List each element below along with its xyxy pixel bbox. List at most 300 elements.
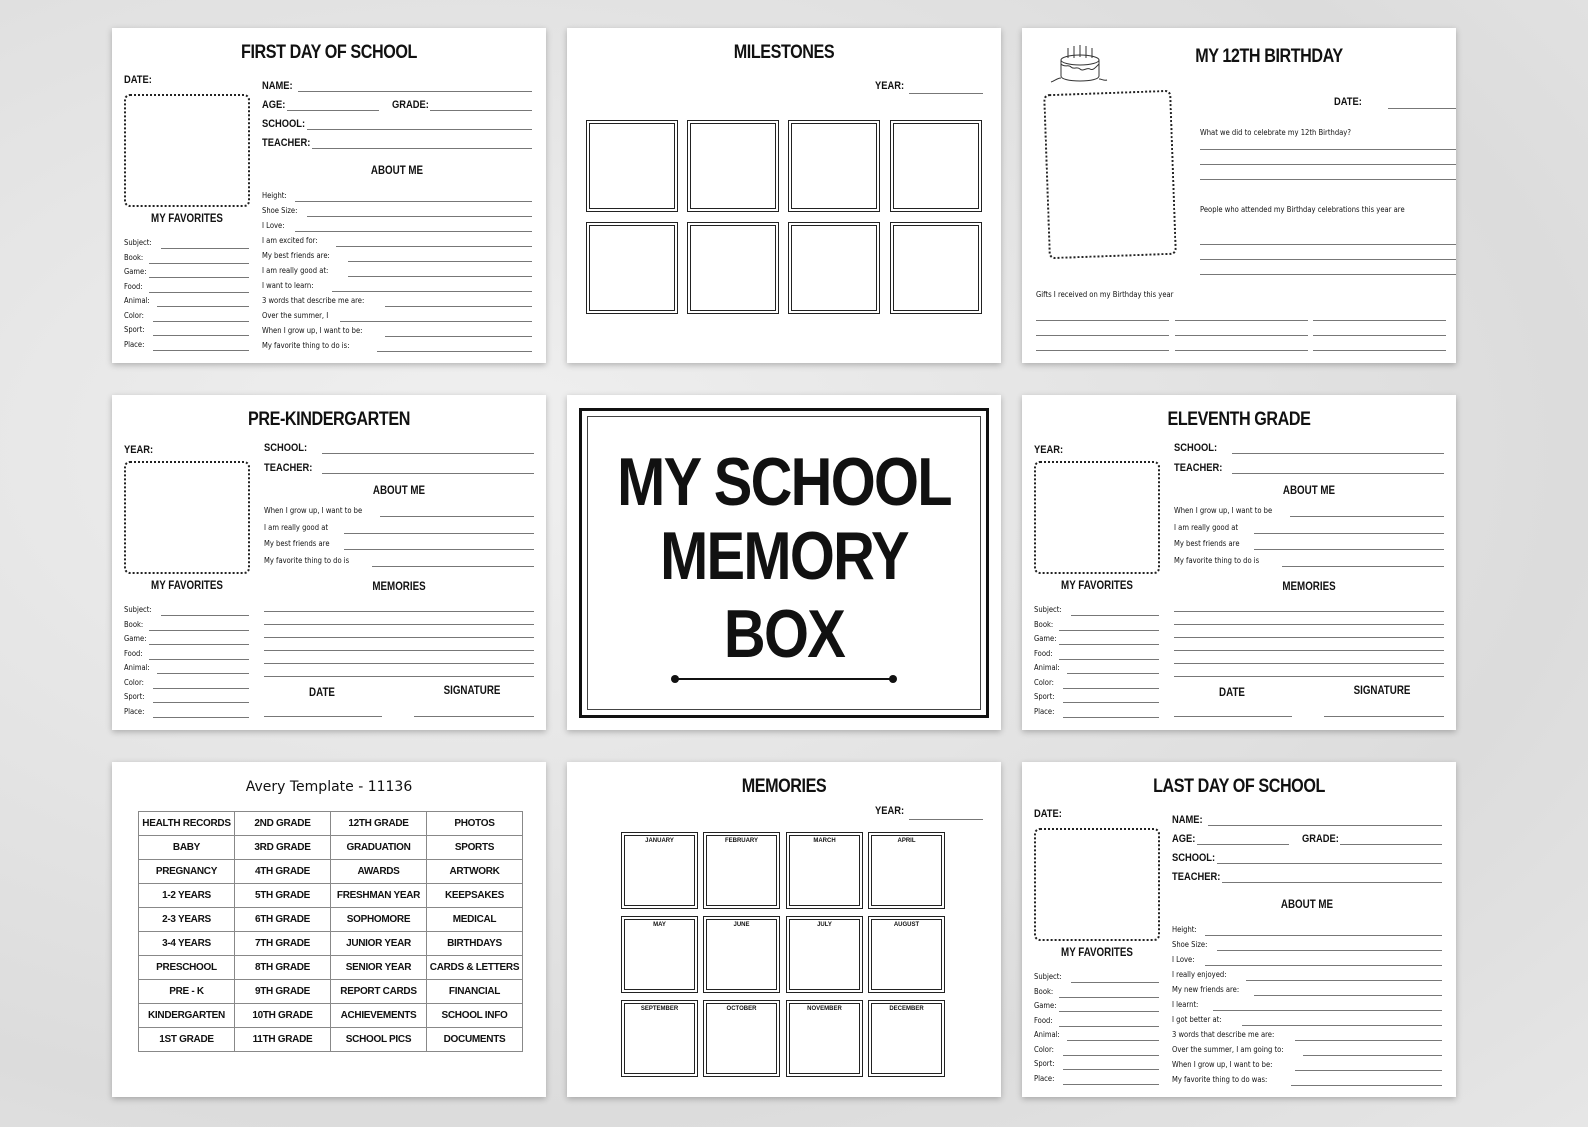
grade-label: GRADE:	[1302, 833, 1339, 845]
school-label: SCHOOL:	[264, 442, 308, 454]
field-line	[1254, 533, 1444, 534]
field-line	[380, 516, 534, 517]
label-cell: SCHOOL INFO	[427, 1004, 523, 1028]
label-cell: 6TH GRADE	[235, 908, 331, 932]
memories-page	[567, 762, 1001, 1097]
memory-line	[1174, 637, 1444, 638]
label-row	[139, 1004, 523, 1028]
label-cell: 1ST GRADE	[139, 1028, 235, 1052]
photo-box	[1034, 828, 1160, 941]
milestone-photo-box	[791, 123, 877, 209]
photo-box	[124, 461, 250, 574]
field-line	[1254, 995, 1442, 996]
field-line	[1059, 630, 1160, 631]
page-title: MILESTONES	[733, 42, 835, 63]
field-line	[1295, 1070, 1442, 1071]
field-label: I am really good at:	[262, 266, 329, 275]
label-cell: PRESCHOOL	[139, 956, 235, 980]
label-cell: BIRTHDAYS	[427, 932, 523, 956]
field-label: Place:	[1034, 706, 1055, 716]
signature-line	[1324, 716, 1444, 717]
gift-line	[1175, 320, 1308, 321]
field-label: Place:	[124, 706, 145, 716]
month-box	[706, 919, 777, 990]
page-title: FIRST DAY OF SCHOOL	[241, 42, 417, 63]
label-row	[139, 1028, 523, 1052]
field-line	[1254, 549, 1444, 550]
field-label: I am excited for:	[262, 236, 318, 245]
memory-line	[264, 676, 534, 677]
label-row	[139, 884, 523, 908]
photo-box	[1043, 90, 1177, 259]
field-line	[307, 216, 532, 217]
signature-label: SIGNATURE	[443, 685, 501, 697]
field-line	[385, 336, 532, 337]
label-row	[139, 836, 523, 860]
memory-line	[1174, 663, 1444, 664]
gift-line	[1175, 350, 1308, 351]
write-line	[1200, 179, 1456, 180]
write-line	[1222, 882, 1442, 883]
label-cell: FINANCIAL	[427, 980, 523, 1004]
field-label: Animal:	[1034, 663, 1060, 672]
school-label: SCHOOL:	[262, 118, 306, 130]
field-line	[348, 276, 532, 277]
gift-line	[1036, 320, 1169, 321]
field-label: Height:	[262, 191, 287, 200]
year-label: YEAR:	[875, 805, 905, 817]
field-line	[1059, 644, 1160, 645]
month-box	[624, 1003, 695, 1074]
label-row	[139, 932, 523, 956]
field-label: I learnt:	[1172, 1000, 1199, 1009]
label-cell: PHOTOS	[427, 812, 523, 836]
write-line	[298, 91, 532, 92]
teacher-label: TEACHER:	[262, 137, 311, 149]
date-label: DATE:	[124, 74, 152, 86]
milestones-page	[567, 28, 1001, 363]
cover-line-dot-left	[671, 675, 679, 683]
photo-box	[124, 94, 250, 207]
label-row	[139, 908, 523, 932]
field-line	[295, 201, 532, 202]
memory-line	[1174, 650, 1444, 651]
field-label: Shoe Size:	[262, 206, 298, 215]
write-line	[1340, 844, 1442, 845]
field-label: Shoe Size:	[1172, 940, 1208, 949]
field-line	[149, 263, 250, 264]
field-label: Animal:	[1034, 1030, 1060, 1039]
cover-title-line1: MY SCHOOL	[617, 444, 951, 520]
field-label: When I grow up, I want to be	[1174, 506, 1273, 515]
field-line	[1063, 717, 1159, 718]
write-line	[287, 110, 379, 111]
field-line	[372, 566, 534, 567]
field-line	[1205, 935, 1442, 936]
label-cell: REPORT CARDS	[331, 980, 427, 1004]
milestone-photo-box	[589, 123, 675, 209]
field-line	[385, 306, 532, 307]
field-line	[332, 291, 532, 292]
label-cell: 5TH GRADE	[235, 884, 331, 908]
page-title: MY 12TH BIRTHDAY	[1195, 46, 1343, 67]
write-line	[322, 473, 534, 474]
memory-line	[264, 650, 534, 651]
page-title: MEMORIES	[741, 776, 827, 797]
label-cell: HEALTH RECORDS	[139, 812, 235, 836]
field-line	[1059, 1026, 1160, 1027]
field-line	[1067, 1040, 1159, 1041]
field-line	[153, 702, 249, 703]
field-label: Game:	[1034, 1001, 1057, 1010]
field-label: Game:	[124, 267, 147, 276]
memory-line	[264, 624, 534, 625]
field-label: My best friends are:	[262, 251, 330, 260]
field-line	[149, 292, 250, 293]
label-cell: 12TH GRADE	[331, 812, 427, 836]
field-line	[1063, 1055, 1159, 1056]
school-label: SCHOOL:	[1174, 442, 1218, 454]
label-cell: 1-2 YEARS	[139, 884, 235, 908]
field-line	[149, 644, 250, 645]
field-label: Color:	[1034, 677, 1054, 687]
field-label: Book:	[1034, 619, 1054, 629]
cover-page	[567, 395, 1001, 730]
field-line	[1213, 1010, 1442, 1011]
label-cell: 3RD GRADE	[235, 836, 331, 860]
label-cell: 2ND GRADE	[235, 812, 331, 836]
signature-line	[414, 716, 534, 717]
field-line	[153, 350, 249, 351]
label-cell: 2-3 YEARS	[139, 908, 235, 932]
field-label: Over the summer, I	[262, 311, 329, 320]
gift-line	[1313, 350, 1446, 351]
year-line	[909, 819, 983, 820]
label-row	[139, 812, 523, 836]
question-gifts: Gifts I received on my Birthday this year	[1036, 290, 1174, 299]
milestone-photo-box	[690, 225, 776, 311]
field-line	[336, 246, 532, 247]
field-label: When I grow up, I want to be	[264, 506, 363, 515]
age-label: AGE:	[1172, 833, 1196, 845]
field-label: Subject:	[124, 605, 152, 614]
write-line	[1197, 844, 1289, 845]
label-cell: 8TH GRADE	[235, 956, 331, 980]
write-line	[322, 453, 534, 454]
field-label: Animal:	[124, 296, 150, 305]
field-label: My favorite thing to do was:	[1172, 1075, 1268, 1084]
field-line	[1067, 673, 1159, 674]
favorites-title: MY FAVORITES	[1061, 947, 1133, 959]
field-line	[149, 277, 250, 278]
teacher-label: TEACHER:	[1172, 871, 1221, 883]
label-cell: KEEPSAKES	[427, 884, 523, 908]
eleventh-grade-page	[1022, 395, 1456, 730]
label-cell: ACHIEVEMENTS	[331, 1004, 427, 1028]
gift-line	[1036, 335, 1169, 336]
label-cell: PRE - K	[139, 980, 235, 1004]
label-cell: ARTWORK	[427, 860, 523, 884]
field-label: Animal:	[124, 663, 150, 672]
month-label: JANUARY	[645, 838, 674, 844]
avery-template-page	[112, 762, 546, 1097]
month-label: OCTOBER	[726, 1006, 757, 1012]
cover-name-line	[674, 678, 894, 680]
date-label: DATE:	[1034, 808, 1062, 820]
name-label: NAME:	[1172, 814, 1203, 826]
field-line	[1242, 1025, 1442, 1026]
month-box	[706, 1003, 777, 1074]
age-label: AGE:	[262, 99, 286, 111]
month-box	[871, 1003, 942, 1074]
milestone-photo-box	[893, 225, 979, 311]
month-box	[789, 1003, 860, 1074]
cover-line-dot-right	[889, 675, 897, 683]
field-label: Subject:	[1034, 605, 1062, 614]
milestone-photo-box	[589, 225, 675, 311]
school-label: SCHOOL:	[1172, 852, 1216, 864]
write-line	[312, 148, 532, 149]
field-label: My favorite thing to do is	[264, 555, 350, 565]
cake-icon	[1046, 40, 1108, 84]
field-label: When I grow up, I want to be:	[262, 326, 363, 335]
about-title: ABOUT ME	[370, 165, 424, 177]
year-label: YEAR:	[124, 444, 154, 456]
field-line	[153, 335, 249, 336]
memory-line	[1174, 611, 1444, 612]
field-line	[1071, 615, 1159, 616]
field-label: Sport:	[1034, 692, 1055, 701]
month-label: FEBRUARY	[724, 838, 759, 844]
month-label: DECEMBER	[889, 1006, 924, 1012]
field-line	[1059, 659, 1160, 660]
field-label: I want to learn:	[262, 281, 314, 290]
month-box	[871, 835, 942, 906]
field-line	[1217, 950, 1442, 951]
field-label: I am really good at	[1174, 522, 1239, 532]
label-cell: 9TH GRADE	[235, 980, 331, 1004]
date-line	[1388, 108, 1456, 109]
gift-line	[1313, 320, 1446, 321]
label-cell: SCHOOL PICS	[331, 1028, 427, 1052]
question-attendees: People who attended my Birthday celebrations this year are	[1200, 205, 1405, 214]
field-label: Game:	[1034, 634, 1057, 643]
field-label: Subject:	[1034, 972, 1062, 981]
question-celebrate: What we did to celebrate my 12th Birthday?	[1200, 128, 1351, 137]
field-label: My favorite thing to do is	[1174, 555, 1260, 565]
gift-line	[1036, 350, 1169, 351]
field-label: Sport:	[1034, 1059, 1055, 1068]
first-day-page	[112, 28, 546, 363]
write-line	[307, 129, 532, 130]
field-label: Place:	[124, 339, 145, 349]
name-label: NAME:	[262, 80, 293, 92]
field-label: Food:	[1034, 1015, 1053, 1025]
field-label: 3 words that describe me are:	[1172, 1030, 1275, 1039]
teacher-label: TEACHER:	[1174, 462, 1223, 474]
label-cell: GRADUATION	[331, 836, 427, 860]
gift-line	[1175, 335, 1308, 336]
field-line	[1063, 1084, 1159, 1085]
field-line	[1246, 980, 1442, 981]
month-label: MAY	[653, 922, 666, 928]
grade-label: GRADE:	[392, 99, 429, 111]
field-line	[1059, 1011, 1160, 1012]
memories-title: MEMORIES	[1282, 581, 1336, 593]
field-label: 3 words that describe me are:	[262, 296, 365, 305]
label-cell: KINDERGARTEN	[139, 1004, 235, 1028]
memory-line	[264, 611, 534, 612]
month-box	[706, 835, 777, 906]
date-line	[264, 716, 382, 717]
avery-title: Avery Template - 11136	[245, 779, 413, 795]
field-label: My best friends are	[264, 539, 330, 548]
field-line	[1071, 982, 1159, 983]
memory-line	[1174, 624, 1444, 625]
about-title: ABOUT ME	[1282, 485, 1336, 497]
write-line	[1200, 149, 1456, 150]
field-label: Game:	[124, 634, 147, 643]
field-line	[161, 248, 249, 249]
year-label: YEAR:	[1034, 444, 1064, 456]
write-line	[1200, 274, 1456, 275]
cover-title-line2: MEMORY BOX	[660, 518, 908, 672]
field-line	[1063, 702, 1159, 703]
label-cell: 11TH GRADE	[235, 1028, 331, 1052]
field-line	[157, 673, 249, 674]
write-line	[430, 110, 532, 111]
write-line	[1232, 453, 1444, 454]
label-cell: MEDICAL	[427, 908, 523, 932]
field-line	[344, 533, 534, 534]
month-label: SEPTEMBER	[640, 1006, 679, 1012]
field-label: When I grow up, I want to be:	[1172, 1060, 1273, 1069]
field-label: Book:	[124, 252, 144, 262]
label-cell: SPORTS	[427, 836, 523, 860]
month-label: JUNE	[733, 922, 750, 928]
label-cell: SOPHOMORE	[331, 908, 427, 932]
date-label: DATE	[1219, 687, 1245, 699]
field-line	[161, 615, 249, 616]
field-label: I Love:	[1172, 955, 1195, 964]
field-line	[149, 630, 250, 631]
year-label: YEAR:	[875, 80, 905, 92]
gift-line	[1313, 335, 1446, 336]
field-label: Subject:	[124, 238, 152, 247]
write-line	[1200, 164, 1456, 165]
write-line	[1217, 863, 1442, 864]
date-label: DATE:	[1334, 96, 1362, 108]
field-line	[1205, 965, 1442, 966]
month-label: MARCH	[813, 838, 836, 844]
field-line	[1063, 1069, 1159, 1070]
month-box	[789, 919, 860, 990]
field-label: Height:	[1172, 925, 1197, 934]
field-label: Sport:	[124, 692, 145, 701]
write-line	[1200, 259, 1456, 260]
field-label: I Love:	[262, 221, 285, 230]
label-cell: AWARDS	[331, 860, 427, 884]
label-cell: DOCUMENTS	[427, 1028, 523, 1052]
page-title: LAST DAY OF SCHOOL	[1153, 776, 1325, 797]
field-label: My best friends are	[1174, 539, 1240, 548]
field-line	[153, 688, 249, 689]
teacher-label: TEACHER:	[264, 462, 313, 474]
about-title: ABOUT ME	[1280, 899, 1334, 911]
month-label: NOVEMBER	[807, 1006, 842, 1012]
field-label: Book:	[1034, 986, 1054, 996]
field-label: I am really good at	[264, 522, 329, 532]
field-label: My new friends are:	[1172, 985, 1240, 994]
field-label: Over the summer, I am going to:	[1172, 1045, 1284, 1054]
field-line	[295, 231, 532, 232]
page-title: ELEVENTH GRADE	[1167, 409, 1311, 430]
milestone-photo-box	[791, 225, 877, 311]
birthday-page	[1022, 28, 1456, 363]
field-line	[1303, 1055, 1442, 1056]
memory-line	[1174, 676, 1444, 677]
about-title: ABOUT ME	[372, 485, 426, 497]
memory-line	[264, 637, 534, 638]
field-line	[344, 549, 534, 550]
field-line	[340, 321, 532, 322]
field-line	[348, 261, 532, 262]
month-box	[624, 919, 695, 990]
field-line	[1291, 1085, 1442, 1086]
pre-k-page	[112, 395, 546, 730]
milestone-photo-box	[893, 123, 979, 209]
field-line	[1063, 688, 1159, 689]
year-line	[909, 93, 983, 94]
month-box	[789, 835, 860, 906]
label-cell: CARDS & LETTERS	[427, 956, 523, 980]
favorites-title: MY FAVORITES	[151, 580, 223, 592]
field-line	[1059, 997, 1160, 998]
date-label: DATE	[309, 687, 335, 699]
favorites-title: MY FAVORITES	[151, 213, 223, 225]
label-cell: 3-4 YEARS	[139, 932, 235, 956]
month-box	[624, 835, 695, 906]
field-label: Food:	[124, 648, 143, 658]
date-line	[1174, 716, 1292, 717]
label-cell: 7TH GRADE	[235, 932, 331, 956]
write-line	[1208, 825, 1442, 826]
field-label: Color:	[1034, 1044, 1054, 1054]
label-cell: JUNIOR YEAR	[331, 932, 427, 956]
field-line	[149, 659, 250, 660]
favorites-title: MY FAVORITES	[1061, 580, 1133, 592]
label-row	[139, 860, 523, 884]
photo-box	[1034, 461, 1160, 574]
label-cell: FRESHMAN YEAR	[331, 884, 427, 908]
memory-line	[264, 663, 534, 664]
label-cell: SENIOR YEAR	[331, 956, 427, 980]
field-label: Color:	[124, 677, 144, 687]
field-label: Food:	[124, 281, 143, 291]
write-line	[1232, 473, 1444, 474]
milestone-photo-box	[690, 123, 776, 209]
field-line	[153, 717, 249, 718]
field-line	[377, 351, 532, 352]
month-label: APRIL	[897, 838, 916, 844]
signature-label: SIGNATURE	[1353, 685, 1411, 697]
label-cell: BABY	[139, 836, 235, 860]
write-line	[1200, 244, 1456, 245]
label-cell: PREGNANCY	[139, 860, 235, 884]
field-label: Color:	[124, 310, 144, 320]
label-cell: 10TH GRADE	[235, 1004, 331, 1028]
field-label: Book:	[124, 619, 144, 629]
